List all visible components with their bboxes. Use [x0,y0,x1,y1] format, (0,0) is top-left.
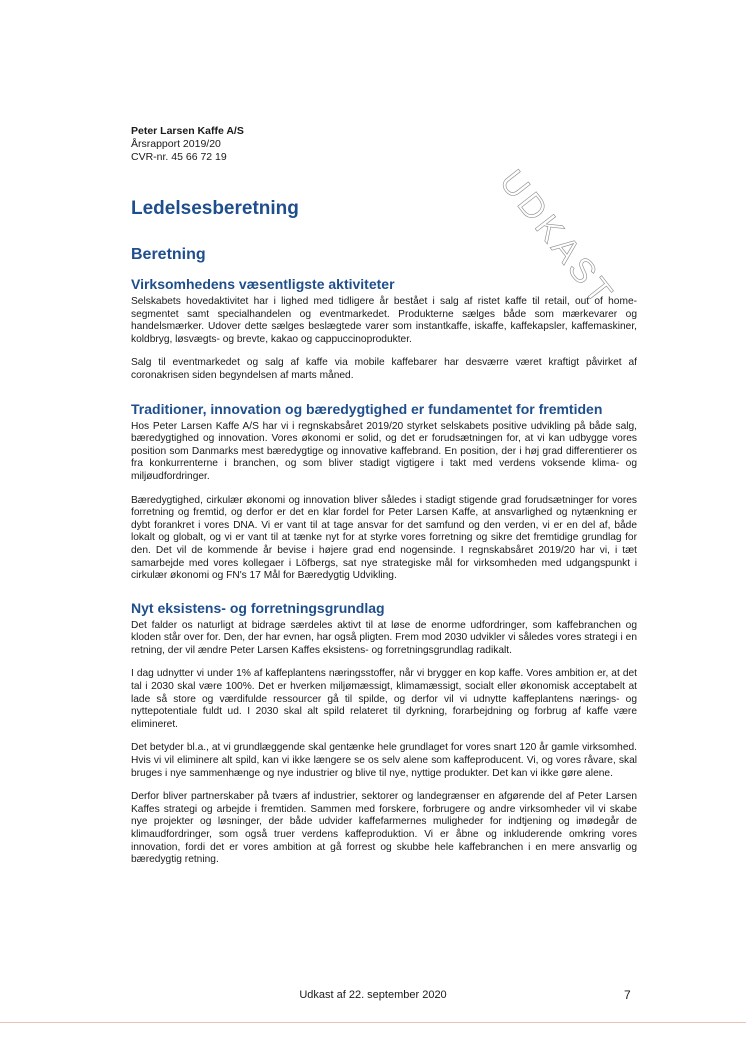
section-new-foundation [131,600,637,867]
draft-stamp: UDKAST [492,163,622,314]
paragraph: Selskabets hovedaktivitet har i lighed med tidligere år bestået i salg af ristet kaffe til retail, out of home-segmentet samt specialhandelen og eventmarkedet. Produkterne sælges både som mærkevarer og handelsmærker. Udover dette sælges beslægtede varer som instantkaffe, iskaffe, kaffekapsler, kaffemaskiner, koldbryg, løsvægts- og brevte, kakao og cappuccinoprodukter. [131,296,637,345]
company-name: Peter Larsen Kaffe A/S [131,125,244,137]
section-heading: Virksomhedens væsentligste aktiviteter [131,276,395,292]
section-traditions [131,401,637,583]
section-subtitle: Beretning [131,246,206,263]
paragraph: I dag udnytter vi under 1% af kaffeplantens næringsstoffer, når vi brygger en kop kaffe. Vores ambition er, at det tal i 2030 skal være 100%. Det er hverken miljømæssigt, klimamæssigt, socialt eller økonomisk acceptabelt at lade så store og værdifulde ressourcer gå til spilde, og derfor vil vi udnytte kaffeplantens nærings- og nyttepotentiale fuldt ud. I 2030 skal alt spild relateret til dyrkning, forarbejdning og forbrug af kaffe være elimineret. [131,668,637,730]
section-activities [131,276,637,383]
section-heading: Nyt eksistens- og forretningsgrundlag [131,599,385,616]
cvr-number: CVR-nr. 45 66 72 19 [131,151,227,163]
paragraph: Det falder os naturligt at bidrage særdeles aktivt til at løse de enorme udfordringer, som kaffebranchen og kloden står over for. Den, der har evnen, har også pligten. Frem mod 2030 udvikler vi således vores strategi i en retning, der vil ændre Peter Larsen Kaffes eksistens- og forretningsgrundlag radikalt. [131,619,637,656]
page-number: 7 [624,988,631,1002]
main-content [131,246,637,878]
footer-draft-date: Udkast af 22. september 2020 [299,989,447,1001]
document-header [131,125,244,164]
paragraph: Det betyder bl.a., at vi grundlæggende skal gentænke hele grundlaget for vores snart 120 år gamle virksomhed. Hvis vi vil eliminere alt spild, kan vi ikke længere se os selv alene som kaffeproducent. Vi, og vores råvare, skal bruges i nye sammenhænge og nye industrier og blive til nye, nyttige produkter. Det kan vi ikke gøre alene. [131,742,637,779]
paragraph: Bæredygtighed, cirkulær økonomi og innovation bliver således i stadigt stigende grad forudsætninger for vores forretning og fremtid, og derfor er det en klar fordel for Peter Larsen Kaffe, at ansvarlighed og nytænkning er dybt forankret i vores DNA. Vi er vant til at tage ansvar for det samfund og den verden, vi er en del af, både lokalt og globalt, og vi er vant til at tænke nyt for at styrke vores forretning og sikre det fremtidige grundlag for den. Det vil de kommende år bevise i højere grad end nogensinde. I regnskabsåret 2019/20 har vi, i tæt samarbejde med vores kollegaer i Löfbergs, sat nye strategiske mål for virksomheden med udgangspunkt i cirkulær økonomi og FN's 17 Mål for Bæredygtig Udvikling. [131,494,637,582]
paragraph: Derfor bliver partnerskaber på tværs af industrier, sektorer og landegrænser en afgørende del af Peter Larsen Kaffes strategi og arbejde i fremtiden. Sammen med forskere, forbrugere og andre virksomheder vil vi skabe nye projekter og løsninger, der både udvider kaffefarmernes muligheder for indtjening og imødegår de klimaudfordringer, som også truer verdens kaffeproduktion. Vi er åbne og inkluderende omkring vores innovation, fordi det er vores ambition at gå forrest og skubbe hele kaffebranchen i en mere ansvarlig og bæredygtig retning. [131,791,637,866]
paragraph: Hos Peter Larsen Kaffe A/S har vi i regnskabsåret 2019/20 styrket selskabets positive udvikling på både salg, bæredygtighed og innovation. Vores økonomi er solid, og det er forudsætningen for, at vi kan udbygge vores position som Danmarks mest bæredygtige og innovative kaffebrand. En position, der i høj grad differentierer os fra konkurrenterne i branchen, og som bliver stadigt vigtigere i takt med verdens voksende klima- og miljøudfordringer. [131,420,637,482]
paragraph: Salg til eventmarkedet og salg af kaffe via mobile kaffebarer har desværre været kraftigt påvirket af coronakrisen siden begyndelsen af marts måned. [131,357,637,381]
page-edge-divider [0,1022,746,1023]
section-heading: Traditioner, innovation og bæredygtighed er fundamentet for fremtiden [131,400,603,417]
report-name: Årsrapport 2019/20 [131,138,221,150]
page-title: Ledelsesberetning [131,198,299,219]
